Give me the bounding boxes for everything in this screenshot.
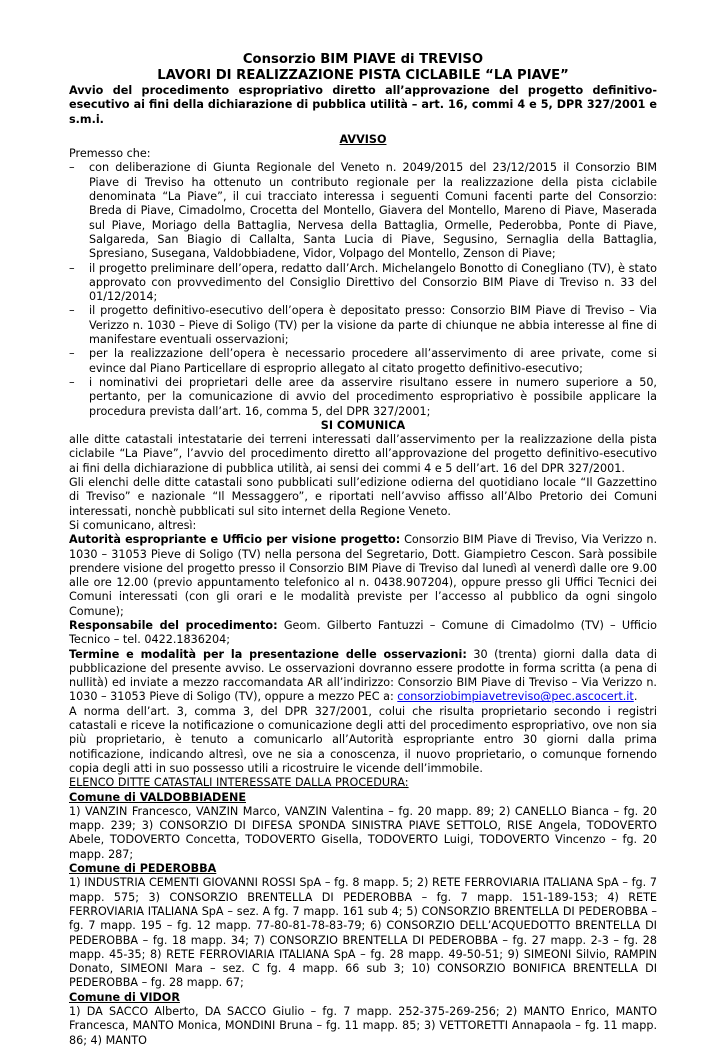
comune-heading: Comune di PEDEROBBA xyxy=(69,862,217,876)
comune-ditte: 1) INDUSTRIA CEMENTI GIOVANNI ROSSI SpA – fg. 8 mapp. 5; 2) RETE FERROVIARIA ITALIANA SpA – fg. 7 mapp. 575; 3) CONSORZIO BRENTELLA DI PEDEROBBA – fg. 7 mapp. 151-189-153; 4) RETE FERROVIARIA ITALIANA SpA – sez. A fg. 7 mapp. 161 sub 4; 5) CONSORZIO BRENTELLA DI PEDEROBBA – fg. 7 mapp. 195 – fg. 12 mapp. 77-80-81-78-83-79; 6) CONSORZIO DELL’ACQUEDOTTO BRENTELLA DI PEDEROBBA – fg. 18 mapp. 34; 7) CONSORZIO BRENTELLA DI PEDEROBBA – fg. 27 mapp. 2-3 – fg. 28 mapp. 45-35; 8) RETE FERROVIARIA ITALIANA SpA – fg. 28 mapp. 49-50-51; 9) SIMEONI Silvio, RAMPIN Donato, SIMEONI Mara – sez. C fg. 4 mapp. 66 sub 3; 10) CONSORZIO BONIFICA BRENTELLA DI PEDEROBBA – fg. 28 mapp. 67; xyxy=(69,876,657,990)
premessa-item: – per la realizzazione dell’opera è necessario procedere all’asservimento di aree private, come si evince dal Piano Particellare di esproprio allegato al citato progetto definitivo-esecutivo; xyxy=(69,347,657,375)
dash-bullet: – xyxy=(69,261,75,275)
elenco-heading: ELENCO DITTE CATASTALI INTERESSATE DALLA PROCEDURA: xyxy=(69,776,409,790)
autorita-label: Autorità espropriante e Ufficio per visione progetto: xyxy=(69,533,401,547)
dash-bullet: – xyxy=(69,304,75,318)
si-comunica-heading: SI COMUNICA xyxy=(320,418,406,432)
dash-bullet: – xyxy=(69,161,75,175)
premessa-item: – i nominativi dei proprietari delle aree da asservire risultano essere in numero superiore a 50, pertanto, per la comunicazione di avvio del procedimento espropriativo è possibile applicare la procedura prevista dall’art. 16, comma 5, del DPR 327/2001; xyxy=(69,375,657,418)
document-title: Consorzio BIM PIAVE di TREVISO xyxy=(242,52,484,67)
dash-bullet: – xyxy=(69,375,75,389)
paragraph-norma: A norma dell’art. 3, comma 3, del DPR 327/2001, colui che risulta proprietario secondo i registri catastali e riceve la notificazione o comunicazione degli atti del procedimento espropriativo, ove non sia più proprietario, è tenuto a comunicarlo all’Autorità espropriante entro 30 giorni dalla prima notificazione, indicando altresì, ove ne sia a conoscenza, il nuovo proprietario, o comunque fornendo copia degli atti in suo possesso utili a ricostruire le vicende dell’immobile. xyxy=(69,704,657,775)
comune-heading: Comune di VIDOR xyxy=(69,990,180,1004)
premesse-list xyxy=(69,161,657,418)
dash-bullet: – xyxy=(69,347,75,361)
premessa-item: – il progetto definitivo-esecutivo dell’opera è depositato presso: Consorzio BIM Piave di Treviso – Via Verizzo n. 1030 – Pieve di Soligo (TV) per la visione da parte di chiunque ne abbia interesse al fine di manifestare eventuali osservazioni; xyxy=(69,304,657,347)
paragraph-avvio: alle ditte catastali intestatarie dei terreni interessati dall’asservimento per la realizzazione della pista ciclabile “La Piave”, l’avvio del procedimento diretto all’approvazione del progetto definitivo-esecutivo ai fini della dichiarazione di pubblica utilità, ai sensi dei commi 4 e 5 dell’art. 16 del DPR 327/2001. xyxy=(69,433,657,475)
premessa-item: – il progetto preliminare dell’opera, redatto dall’Arch. Michelangelo Bonotto di Conegliano (TV), è stato approvato con provvedimento del Consiglio Direttivo del Consorzio BIM Piave di Treviso n. 33 del 01/12/2014; xyxy=(69,261,657,304)
comune-ditte: 1) VANZIN Francesco, VANZIN Marco, VANZIN Valentina – fg. 20 mapp. 89; 2) CANELLO Bianca – fg. 20 mapp. 239; 3) CONSORZIO DI DIFESA SPONDA SINISTRA PIAVE SETTOLO, RISE Angela, TODOVERTO Abele, TODOVERTO Concetta, TODOVERTO Gisella, TODOVERTO Luigi, TODOVERTO Vincenzo – fg. 20 mapp. 287; xyxy=(69,804,657,861)
comune-heading: Comune di VALDOBBIADENE xyxy=(69,790,246,804)
document-subtitle: Avvio del procedimento espropriativo diretto all’approvazione del progetto definitivo-esecutivo ai fini della dichiarazione di pubblica utilità – art. 16, commi 4 e 5, DPR 327/2001 e s.m.i. xyxy=(69,84,657,126)
paragraph-termine: Termine e modalità per la presentazione delle osservazioni: 30 (trenta) giorni dalla data di pubblicazione del presente avviso. Le osservazioni dovranno essere prodotte in forma scritta (a pena di nullità) ed inviate a mezzo raccomandata AR all’indirizzo: Consorzio BIM Piave di Treviso – Via Verizzo n. 1030 – 31053 Pieve di Soligo (TV), oppure a mezzo PEC a: consorziobimpiavetreviso@pec.ascocert.it. xyxy=(69,647,657,704)
termine-label: Termine e modalità per la presentazione delle osservazioni: xyxy=(69,647,467,661)
paragraph-elenchi: Gli elenchi delle ditte catastali sono pubblicati sull’edizione odierna del quotidiano locale “Il Gazzettino di Treviso” e nazionale “Il Messaggero”, e riportati nell’avviso affisso all’Albo Pretorio dei Comuni interessati, nonchè pubblicati sul sito internet della Regione Veneto. xyxy=(69,476,657,518)
pec-email-link[interactable]: consorziobimpiavetreviso@pec.ascocert.it xyxy=(397,690,634,704)
paragraph-responsabile: Responsabile del procedimento: Geom. Gilberto Fantuzzi – Comune di Cimadolmo (TV) – Ufficio Tecnico – tel. 0422.1836204; xyxy=(69,618,657,647)
notice-page xyxy=(69,52,657,1048)
document-subject: LAVORI DI REALIZZAZIONE PISTA CICLABILE “LA PIAVE” xyxy=(157,68,569,83)
paragraph-autorita: Autorità espropriante e Ufficio per visione progetto: Consorzio BIM Piave di Treviso, Via Verizzo n. 1030 – 31053 Pieve di Soligo (TV) nella persona del Segretario, Dott. Giampietro Cescon. Sarà possibile prendere visione del progetto presso il Consorzio BIM Piave di Treviso dal lunedì al venerdì dalle ore 9.00 alle ore 12.00 (previo appuntamento telefonico al n. 0438.907204), oppure presso gli Uffici Tecnici dei Comuni interessati (con gli orari e le modalità previste per l’accesso al pubblico da ogni singolo Comune); xyxy=(69,533,657,618)
avviso-heading: AVVISO xyxy=(339,132,387,146)
premesso-label: Premesso che: xyxy=(69,147,151,161)
paragraph-altresi: Si comunicano, altresì: xyxy=(69,518,197,532)
premessa-item: – con deliberazione di Giunta Regionale del Veneto n. 2049/2015 del 23/12/2015 il Consorzio BIM Piave di Treviso ha ottenuto un contributo regionale per la realizzazione della pista ciclabile denominata “La Piave”, il cui tracciato interessa i seguenti Comuni facenti parte del Consorzio: Breda di Piave, Cimadolmo, Crocetta del Montello, Giavera del Montello, Mareno di Piave, Maserada sul Piave, Moriago della Battaglia, Nervesa della Battaglia, Ormelle, Pederobba, Ponte di Piave, Salgareda, San Biagio di Callalta, Santa Lucia di Piave, Segusino, Sernaglia della Battaglia, Spresiano, Susegana, Valdobbiadene, Vidor, Volpago del Montello, Zenson di Piave; xyxy=(69,161,657,261)
comune-ditte: 1) DA SACCO Alberto, DA SACCO Giulio – fg. 7 mapp. 252-375-269-256; 2) MANTO Enrico, MANTO Francesca, MANTO Monica, MONDINI Bruna – fg. 11 mapp. 85; 3) VETTORETTI Annapaola – fg. 11 mapp. 86; 4) MANTO xyxy=(69,1005,657,1047)
responsabile-label: Responsabile del procedimento: xyxy=(69,618,278,632)
